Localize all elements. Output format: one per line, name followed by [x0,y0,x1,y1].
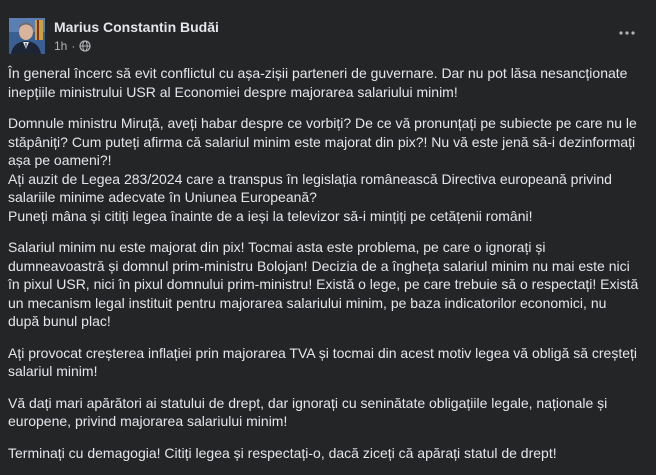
more-options-button[interactable] [613,22,641,44]
post-paragraph [8,64,653,101]
post-paragraph [8,344,653,381]
globe-icon[interactable] [79,40,91,52]
text-line: dumneavoastră și domnul prim-ministru Bolojan! Decizia de a îngheța salariul minim nu mai este nici [8,257,630,274]
text-line: Salariul minim nu este majorat din pix! Tocmai asta este problema, pe care o ignorați și [8,239,546,255]
text-line: după bunul plac! [8,313,111,329]
text-line: În general încerc să evit conflictul cu așa-zișii parteneri de guvernare. Dar nu pot lăsa nesancționate [8,65,628,81]
author-name[interactable]: Marius Constantin Budăi [54,19,219,35]
text-line: salariile minime adecvate în Uniunea Europeană? [8,189,317,205]
text-line: stăpâniți? Cum puteți afirma că salariul minim este majorat din pix?! Nu vă este jenă să-i dezinformați [8,133,636,150]
text-line: în pixul USR, nici în pixul domnului prim-ministru! Există o lege, pe care trebuie să o respectați! Există [8,276,639,292]
text-line: salariul minim! [8,363,98,379]
text-line: un mecanism legal instituit pentru majorarea salariului minim, pe baza indicatorilor economici, nu [8,294,607,311]
post-paragraph [8,444,653,463]
text-line: Puneți mâna și citiți legea înainte de a ieși la televizor să-i mințiți pe cetățenii români! [8,207,533,224]
profile-photo [9,18,45,54]
text-line: Terminați cu demagogia! Citiți legea și respectați-o, dacă ziceți că apărați statul de drept! [8,444,557,461]
post-header [0,0,656,60]
text-line: Ați provocat creșterea inflației prin majorarea TVA și tocmai din acest motiv legea vă obligă să creșteți [8,344,637,361]
post-time[interactable]: 1h [54,39,68,53]
text-line: europene, privind majorarea salariului minim! [8,413,288,429]
post-meta [54,39,91,53]
text-line: inepțiile ministrului USR al Economiei despre majorarea salariului minim! [8,83,458,100]
author-avatar[interactable] [9,18,45,54]
meta-separator: · [71,39,76,53]
more-options-icon [619,31,635,35]
text-line: așa pe oameni?! [8,152,112,168]
text-line: Domnule ministru Miruță, aveți habar despre ce vorbiți? De ce vă pronunțați pe subiecte pe care nu le [8,115,637,131]
post-text [8,64,653,475]
post-paragraph [8,114,653,225]
post-paragraph [8,394,653,431]
post-paragraph [8,238,653,331]
text-line: Ați auzit de Legea 283/2024 care a transpus în legislația românească Directiva europeană privind [8,170,612,187]
text-line: Vă dați mari apărători ai statului de drept, dar ignorați cu seninătate obligațiile legale, naționale și [8,394,608,411]
